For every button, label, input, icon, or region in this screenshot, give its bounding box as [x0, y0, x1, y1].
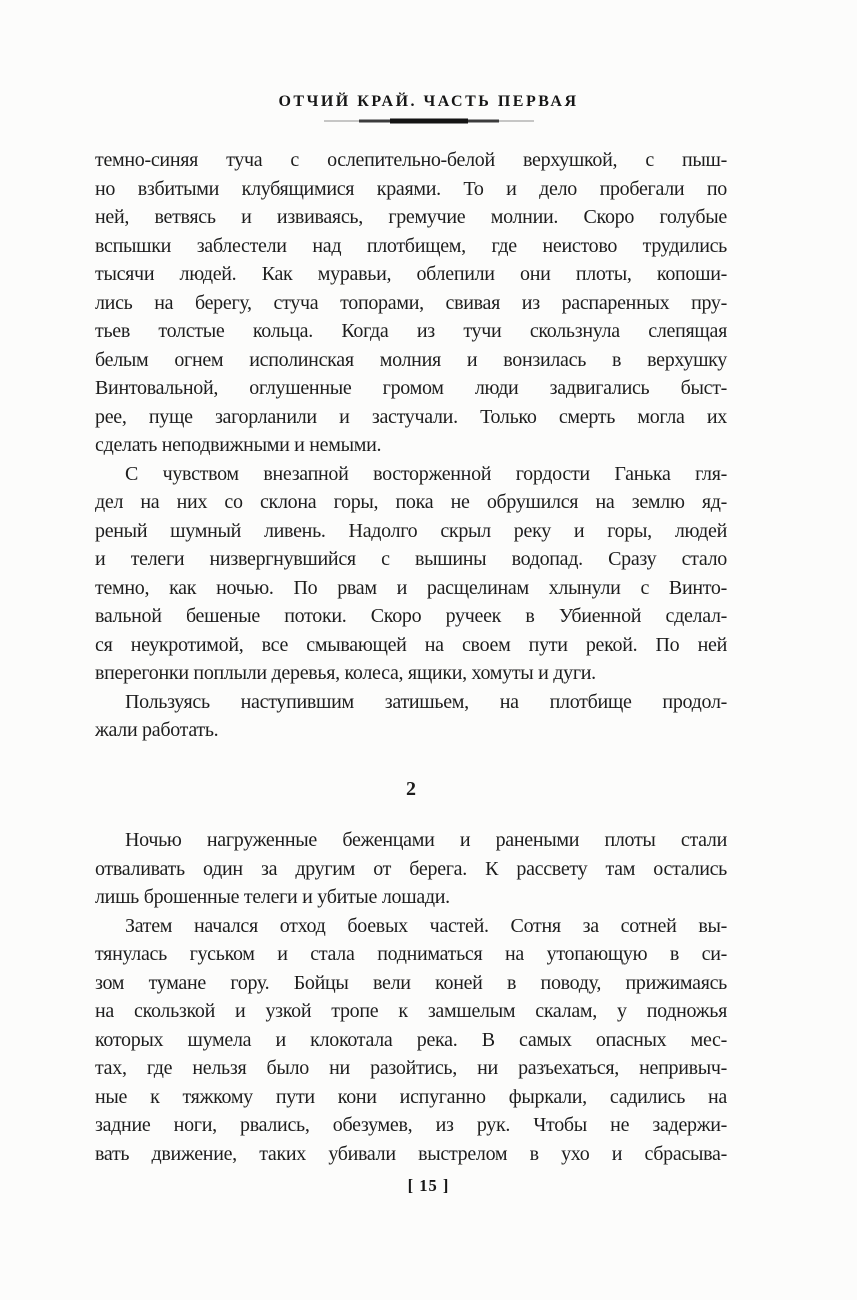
text-line: вальной бешеные потоки. Скоро ручеек в Убиенной сделал- [95, 605, 727, 627]
text-line: лись на берегу, стуча топорами, свивая из распаренных пру- [95, 291, 727, 314]
text-line: тьев толстые кольца. Когда из тучи скользнула слепящая [95, 320, 727, 342]
text-line: лишь брошенные телеги и убитые лошади. [95, 886, 450, 908]
text-line: дел на них со склона горы, пока не обрушился на землю яд- [95, 491, 727, 513]
text-line: ней, ветвясь и извиваясь, гремучие молнии. Скоро голубые [95, 206, 727, 228]
divider-thick-rule [390, 118, 468, 123]
text-line: тах, где нельзя было ни разойтись, ни разъехаться, непривыч- [95, 1057, 727, 1079]
text-line: Ночью нагруженные беженцами и ранеными плоты стали [125, 829, 727, 851]
text-line: реный шумный ливень. Надолго скрыл реку и горы, людей [95, 519, 727, 542]
paragraph [95, 460, 727, 688]
paragraph [95, 688, 727, 745]
text-line: вперегонки поплыли деревья, колеса, ящики, хомуты и дуги. [95, 662, 596, 684]
text-line: которых шумела и клокотала река. В самых опасных мес- [95, 1028, 727, 1051]
text-line: вать движение, таких убивали выстрелом в ухо и сбрасыва- [95, 1142, 727, 1165]
text-line: Пользуясь наступившим затишьем, на плотбище продол- [125, 690, 727, 713]
paragraph [95, 146, 727, 460]
text-line: темно-синяя туча с ослепительно-белой верхушкой, с пыш- [95, 149, 727, 171]
text-line: на скользкой и узкой тропе к замшелым скалам, у подножья [95, 1000, 727, 1022]
header-divider-ornament [324, 116, 534, 125]
text-line: зом тумане гору. Бойцы вели коней в поводу, прижимаясь [95, 971, 727, 994]
text-line: темно, как ночью. По рвам и расщелинам хлынули с Винто- [95, 576, 727, 599]
paragraph [95, 826, 727, 912]
text-line: Затем начался отход боевых частей. Сотня за сотней вы- [125, 914, 727, 937]
page-number: [ 15 ] [407, 1176, 450, 1195]
paragraph [95, 912, 727, 1169]
text-line: С чувством внезапной восторженной гордости Ганька гля- [125, 462, 727, 485]
text-line: задние ноги, рвались, обезумев, из рук. Чтобы не задержи- [95, 1114, 727, 1136]
text-line: Винтовальной, оглушенные громом люди задвигались быст- [95, 377, 727, 399]
text-line: вспышки заблестели над плотбищем, где неистово трудились [95, 234, 727, 257]
text-line: тянулась гуськом и стала подниматься на утопающую в си- [95, 943, 727, 965]
text-line: рее, пуще загорланили и застучали. Только смерть могла их [95, 405, 727, 428]
text-line: отваливать один за другим от берега. К рассвету там остались [95, 857, 727, 880]
text-line: сделать неподвижными и немыми. [95, 434, 382, 456]
text-line: ные к тяжкому пути кони испуганно фыркали, садились на [95, 1085, 727, 1108]
text-line: тысячи людей. Как муравьи, облепили они плоты, копоши- [95, 263, 727, 285]
running-head: ОТЧИЙ КРАЙ. ЧАСТЬ ПЕРВАЯ [278, 93, 579, 110]
text-line: жали работать. [95, 719, 219, 741]
section-number: 2 [406, 777, 416, 800]
body-text [95, 146, 727, 1168]
text-line: и телеги низвергнувшийся с вышины водопад. Сразу стало [95, 548, 727, 570]
text-line: ся неукротимой, все смывающей на своем пути рекой. По ней [95, 633, 727, 656]
text-line: белым огнем исполинская молния и вонзилась в верхушку [95, 348, 727, 371]
text-line: но взбитыми клубящимися краями. То и дело пробегали по [95, 177, 727, 200]
